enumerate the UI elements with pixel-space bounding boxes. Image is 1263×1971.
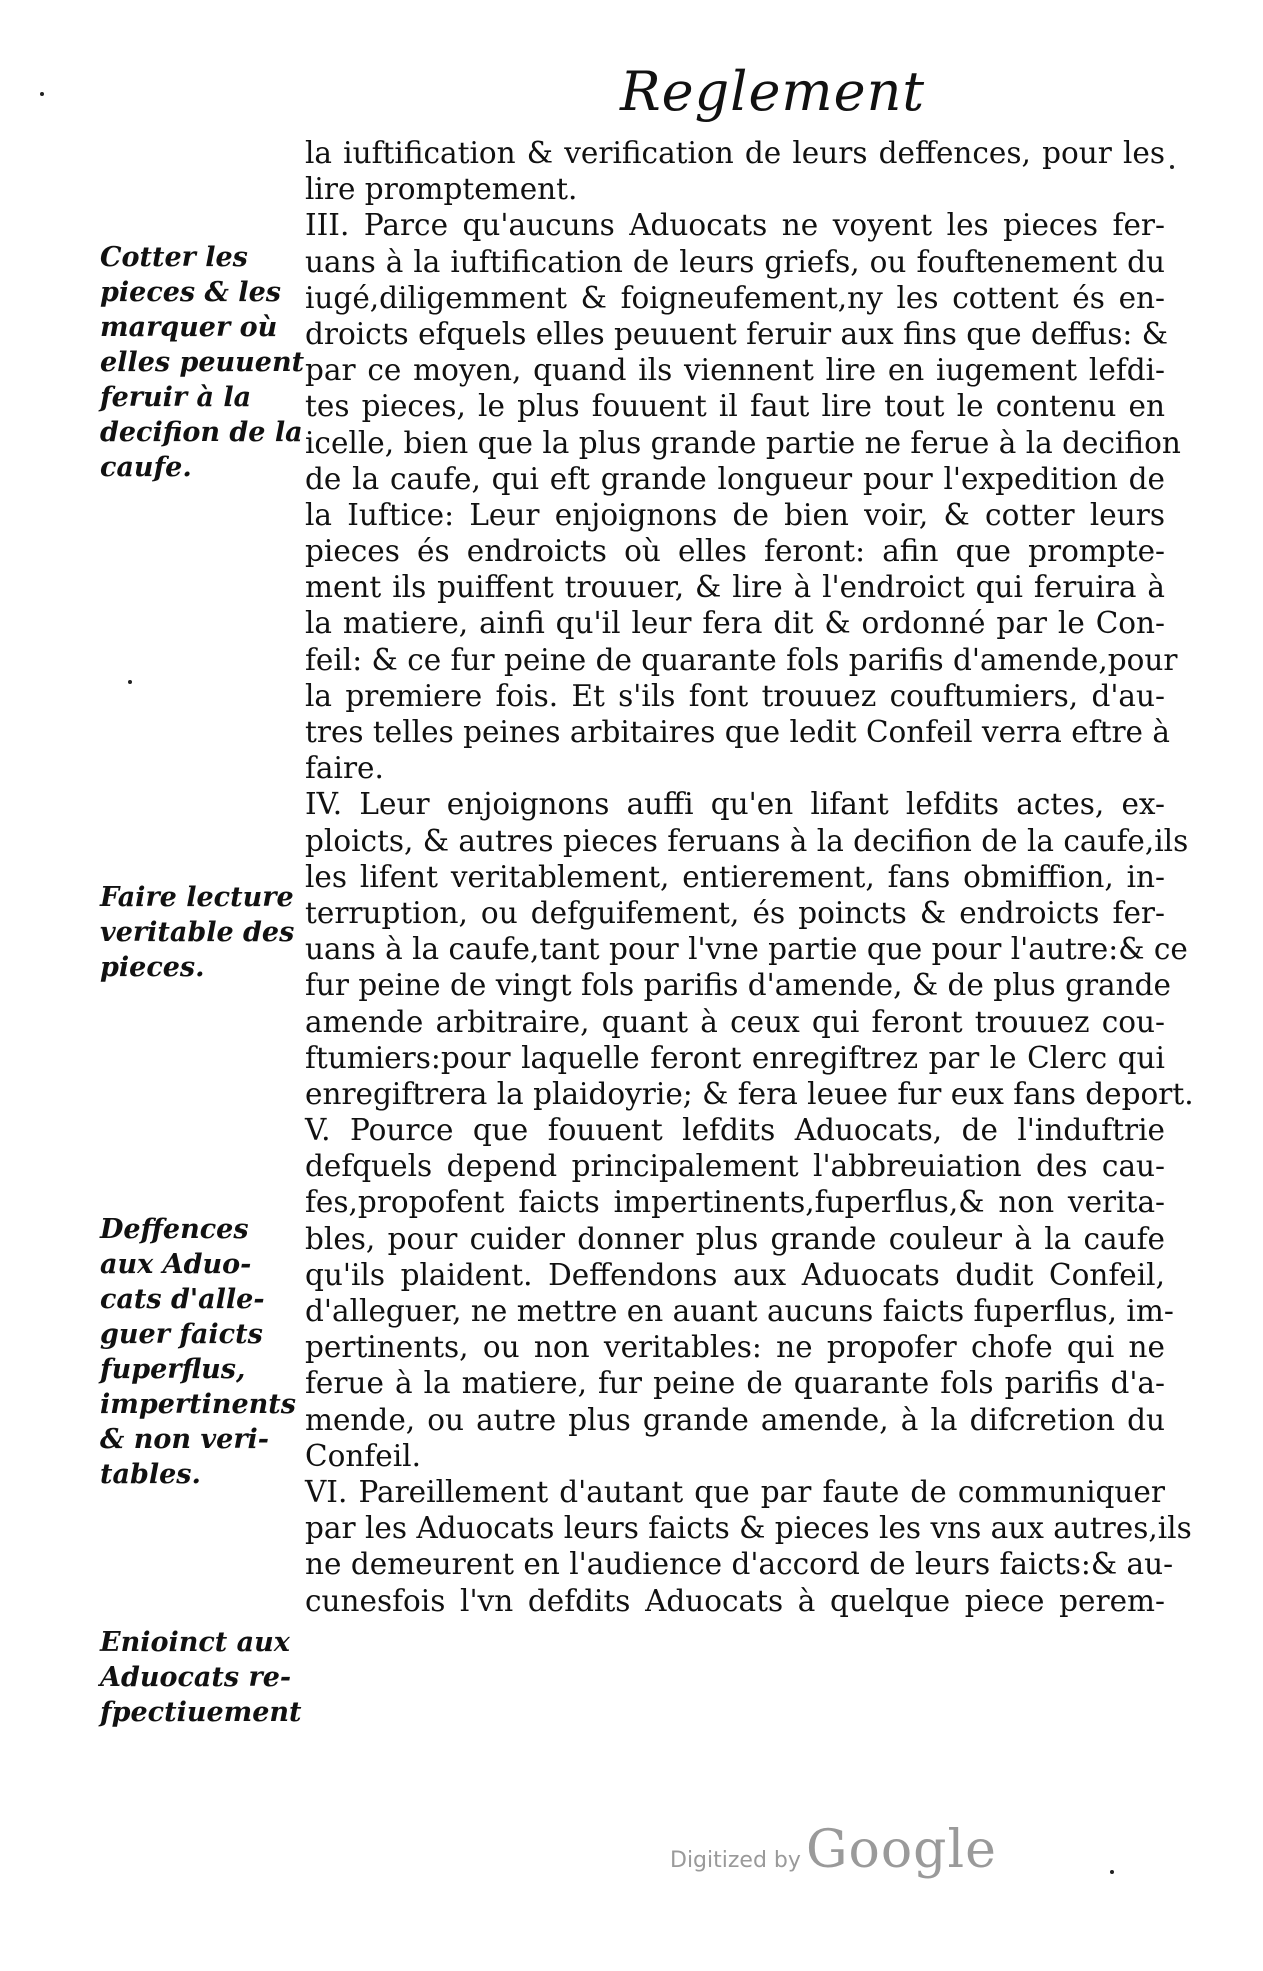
google-logo: Google bbox=[806, 1820, 997, 1880]
text-line: feil: & ce fur peine de quarante fols parifis d'amende,pour bbox=[305, 642, 1178, 677]
margin-note-lecture: Faire lecture veritable des pieces. bbox=[100, 882, 295, 983]
speck bbox=[128, 680, 132, 684]
text-line: tes pieces, le plus fouuent il faut lire tout le contenu en bbox=[305, 389, 1165, 424]
text-line: bles, pour cuider donner plus grande couleur à la caufe bbox=[305, 1221, 1165, 1256]
text-line: la iuftification & verification de leurs deffences, pour les bbox=[305, 136, 1165, 170]
text-line: ferue à la matiere, fur peine de quarante fols parifis d'a- bbox=[305, 1366, 1165, 1401]
text-line: amende arbitraire, quant à ceux qui feront trouuez cou- bbox=[305, 1004, 1165, 1039]
text-line: V. Pource que fouuent lefdits Aduocats, de l'induftrie bbox=[305, 1113, 1165, 1148]
text-line: de la caufe, qui eft grande longueur pour l'expedition de bbox=[305, 461, 1165, 496]
text-line: IV. Leur enjoignons auffi qu'en lifant lefdits actes, ex- bbox=[305, 787, 1165, 822]
text-line: defquels depend principalement l'abbreuiation des cau- bbox=[305, 1149, 1165, 1184]
text-line: qu'ils plaident. Deffendons aux Aduocats dudit Confeil, bbox=[305, 1257, 1165, 1292]
text-line: pertinents, ou non veritables: ne propofer chofe qui ne bbox=[305, 1330, 1165, 1365]
margin-note-enioinct: Enioinct aux Aduocats re- fpectiuement bbox=[100, 1627, 302, 1728]
margin-note-deffences: Deffences aux Aduo- cats d'alle- guer faicts fuperflus, impertinents & non veri- tables. bbox=[100, 1214, 296, 1490]
running-header: Reglement bbox=[620, 60, 926, 123]
text-line: par les Aduocats leurs faicts & pieces les vns aux autres,ils bbox=[305, 1511, 1192, 1546]
text-line: icelle, bien que la plus grande partie ne ferue à la decifion bbox=[305, 425, 1181, 460]
text-line: la premiere fois. Et s'ils font trouuez couftumiers, d'au- bbox=[305, 678, 1165, 713]
text-line: mende, ou autre plus grande amende, à la difcretion du bbox=[305, 1402, 1165, 1437]
text-line: terruption, ou defguifement, és poincts & endroicts fer- bbox=[305, 895, 1165, 930]
text-line: lire promptement. bbox=[305, 172, 578, 207]
speck bbox=[1110, 1870, 1114, 1874]
text-line: faire. bbox=[305, 751, 384, 786]
text-line: VI. Pareillement d'autant que par faute de communiquer bbox=[305, 1474, 1165, 1509]
text-line: enregiftrera la plaidoyrie; & fera leuee fur eux fans deport. bbox=[305, 1076, 1194, 1111]
text-line: Confeil. bbox=[305, 1438, 421, 1473]
text-line: cunesfois l'vn defdits Aduocats à quelque piece perem- bbox=[305, 1583, 1165, 1618]
text-line: tres telles peines arbitaires que ledit Confeil verra eftre à bbox=[305, 715, 1170, 749]
text-line: la Iuftice: Leur enjoignons de bien voir, & cotter leurs bbox=[305, 497, 1165, 532]
text-line: d'alleguer, ne mettre en auant aucuns faicts fuperflus, im- bbox=[305, 1294, 1174, 1328]
text-line: la matiere, ainfi qu'il leur fera dit & ordonné par le Con- bbox=[305, 606, 1165, 641]
text-line: uans à la caufe,tant pour l'vne partie que pour l'autre:& ce bbox=[305, 932, 1188, 967]
text-line: pieces és endroicts où elles feront: afin que prompte- bbox=[305, 534, 1165, 569]
main-text bbox=[305, 135, 1194, 1619]
text-line: uans à la iuftification de leurs griefs, ou fouftenement du bbox=[305, 244, 1165, 279]
text-line: ne demeurent en l'audience d'accord de leurs faicts:& au- bbox=[305, 1547, 1174, 1582]
text-line: fur peine de vingt fols parifis d'amende, & de plus grande bbox=[305, 968, 1171, 1003]
text-line: fes,propofent faicts impertinents,fuperflus,& non verita- bbox=[305, 1185, 1165, 1220]
text-line: ment ils puiffent trouuer, & lire à l'endroict qui feruira à bbox=[305, 570, 1165, 605]
text-line: ploicts, & autres pieces feruans à la decifion de la caufe,ils bbox=[305, 823, 1189, 858]
text-line: ftumiers:pour laquelle feront enregiftrez par le Clerc qui bbox=[305, 1040, 1165, 1075]
text-line: par ce moyen, quand ils viennent lire en iugement lefdi- bbox=[305, 353, 1165, 388]
text-line: iugé,diligemment & foigneufement,ny les cottent és en- bbox=[305, 280, 1165, 315]
digitized-by-google-watermark bbox=[670, 1820, 997, 1880]
speck bbox=[1170, 165, 1174, 169]
text-line: III. Parce qu'aucuns Aduocats ne voyent les pieces fer- bbox=[305, 208, 1165, 243]
text-line: droicts efquels elles peuuent feruir aux fins que deffus: & bbox=[305, 316, 1168, 351]
margin-note-cotter: Cotter les pieces & les marquer où elles peuuent feruir à la decifion de la caufe. bbox=[100, 242, 305, 483]
digitized-label: Digitized by bbox=[670, 1848, 801, 1873]
text-line: les lifent veritablement, entierement, fans obmiffion, in- bbox=[305, 859, 1165, 894]
speck bbox=[40, 92, 44, 96]
